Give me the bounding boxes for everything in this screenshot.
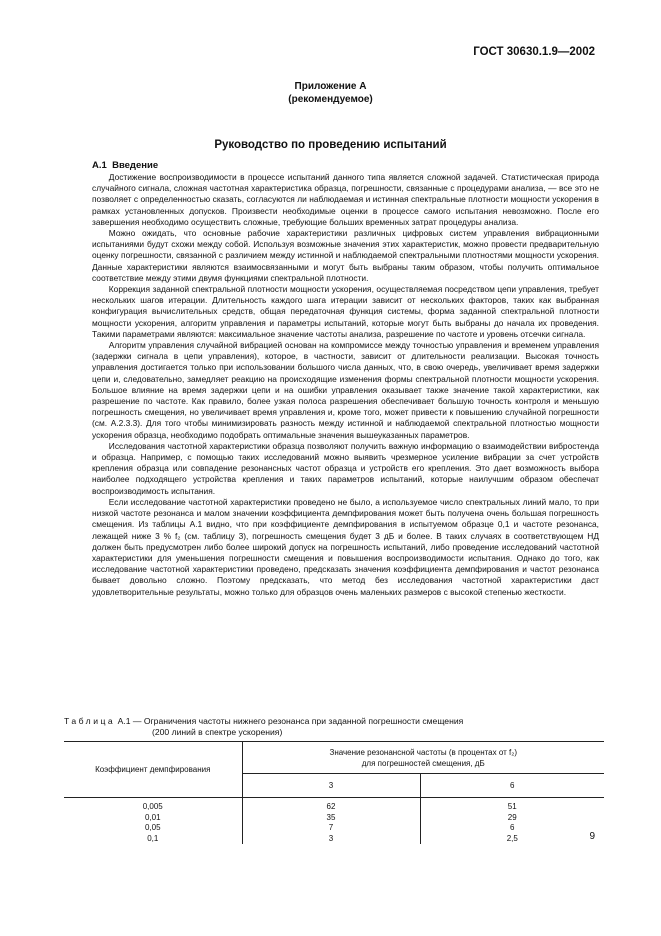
sub-header-3db: 3 [242,774,420,798]
table-cell: 0,01 [64,813,242,824]
paragraph: Достижение воспроизводимости в процессе испытаний данного типа является сложной задачей. Статистическая природа случайного сигнала, сложная частотная характеристика образца, погрешности, связанные с процедурами анализа, — все это не позволяет с определенностью сказать, согласуются ли наблюдаемая и истинная спектральные плотности мощности ускорения в рамках установленных допусков. Произвести необходимые оценки в процессе самого испытания невозможно. После его завершения необходимо осуществить сложные, требующие больших временных затрат процедуры анализа. [92,172,599,227]
section-heading [92,160,158,171]
group-header-line1: Значение резонансной частоты (в процентах от f₂) [329,747,518,757]
column-group-header [242,742,604,774]
annex-status: (рекомендуемое) [288,94,373,105]
table-caption [64,716,604,738]
annex-block [0,80,661,106]
paragraph: Можно ожидать, что основные рабочие характеристики различных цифровых систем управления вибрационными испытаниями будут схожи между собой. Используя возможные значения этих характеристик, можно провести предварительную оценку погрешности, связанной с различием между истинной и наблюдаемой спектральными плотностями мощности ускорения. Данные характеристики являются взаимосвязанными и могут быть выбраны таким образом, чтобы получить оптимальное соответствие между этими двумя функциями спектральной плотности. [92,228,599,283]
table-row [64,798,604,813]
table-row [64,823,604,834]
table-row [64,813,604,824]
table-cell: 0,1 [64,834,242,845]
paragraph: Исследования частотной характеристики образца позволяют получить важную информацию о взаимодействии вибростенда и образца. Например, с помощью таких исследований можно выявить чрезмерное усиление вибрации за счет устройств крепления образца или совпадение резонансных частот образца и устройств его крепления. Это дает возможность выбора наиболее подходящего устройства крепления и таких параметров испытаний, которые наилучшим образом обеспечат воспроизводимость испытания. [92,440,599,496]
table-cell: 35 [242,813,420,824]
section-title: Введение [112,160,159,171]
table-cell: 51 [507,802,517,811]
table-caption-text: А.1 — Ограничения частоты нижнего резонанса при заданной погрешности смещения [117,716,464,726]
section-number: А.1 [92,160,107,171]
table-cell: 29 [507,812,517,822]
table-cell: 0,005 [64,798,242,813]
sub-header-6db: 6 [420,774,604,798]
damping-table [64,741,604,844]
table-caption-sub: (200 линий в спектре ускорения) [152,727,283,737]
document-code: ГОСТ 30630.1.9—2002 [473,46,595,58]
table-cell: 7 [242,823,420,834]
annex-title: Приложение А [294,81,367,92]
page-number: 9 [589,831,595,842]
table-cell: 3 [242,834,420,845]
group-header-line2: для погрешностей смещения, дБ [361,758,485,768]
table-caption-label: Таблица [64,716,116,726]
table-cell: 0,05 [64,823,242,834]
table-row [64,834,604,845]
body-text [92,172,599,598]
table-cell: 2,5 [506,833,518,843]
table-cell: 6 [510,823,515,832]
table-cell: 62 [242,798,420,813]
paragraph: Если исследование частотной характеристики проведено не было, а используемое число спектральных линий мало, то при низкой частоте резонанса и малом значении коэффициента демпфирования может быть получена очень большая погрешность смещения. Из таблицы А.1 видно, что при коэффициенте демпфирования в испытуемом образце 0,1 и частоте резонанса, лежащей ниже 3 % f₂ (см. таблицу 3), погрешность смещения будет 3 дБ и более. В таких случаях в соответствующем НД должен быть предусмотрен либо более широкий допуск на погрешность испытаний, либо проведение исследований частотной характеристики для уменьшения погрешности смещения и повышения воспроизводимости испытания. Однако до того, как исследование частотной характеристики проведено, предсказать значения коэффициента демпфирования и частот резонанса бывает довольно сложно. Поэтому предсказать, что метод без исследования частотной характеристики даст удовлетворительные результаты, можно только для образцов очень маленьких размеров с высокой степенью жесткости. [92,496,599,597]
paragraph: Коррекция заданной спектральной плотности мощности ускорения, осуществляемая посредством цепи управления, требует нескольких шагов итерации. Длительность каждого шага итерации зависит от нескольких факторов, таких как выбранная конфигурация вычислительных средств, общая передаточная функция системы, форма заданной спектральной плотности мощности ускорения, алгоритм управления и параметры испытаний, которые могут быть выбраны до начала их проведения. Такими параметрами являются: максимальное значение частоты анализа, разрешение по частоте и уровень отсечки сигнала. [92,284,599,339]
main-heading: Руководство по проведению испытаний [214,139,447,151]
paragraph: Алгоритм управления случайной вибрацией основан на компромиссе между точностью управления и временем управления (задержки сигнала в цепи управления), которое, в частности, зависит от длительности реализации. Высокая точность управления достигается только при использовании большого числа данных, что, в свою очередь, увеличивает время задержки цепи и, следовательно, замедляет реакцию на происходящие изменения формы спектральной плотности мощности ускорения. Большое влияние на время задержки цепи и на ошибки управления оказывает также значение такой характеристики, как разрешение по частоте. Как правило, более узкая полоса разрешения обеспечивает большую точность контроля и меньшую погрешность смещения, но увеличивает время управления и, кроме того, может привести к повышению случайной погрешности (см. А.2.3.3). Для того чтобы минимизировать разность между истинной и наблюдаемой спектральной плотностью мощности ускорения образца, необходимо подобрать оптимальные значения вышеуказанных параметров. [92,340,599,440]
column-header-damping: Коэффициент демпфирования [64,742,242,798]
